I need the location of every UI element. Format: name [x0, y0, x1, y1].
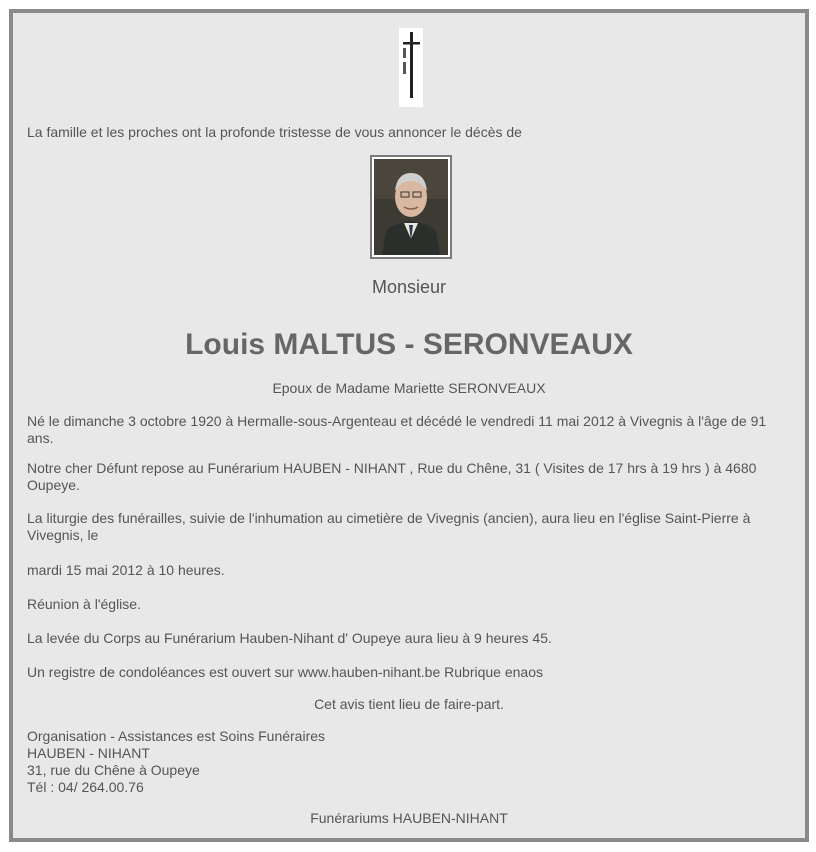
meeting-text: Réunion à l'église. [27, 596, 141, 612]
organisation-name: HAUBEN - NIHANT [27, 745, 150, 761]
organisation-phone: Tél : 04/ 264.00.76 [27, 779, 144, 795]
organisation-address: 31, rue du Chêne à Oupeye [27, 762, 200, 778]
deceased-name: Louis MALTUS - SERONVEAUX [185, 328, 633, 361]
birth-death-text: Né le dimanche 3 octobre 1920 à Hermalle-sous-Argenteau et décédé le vendredi 11 mai 2012 à Vivegnis à l'âge de 91 ans. [27, 413, 767, 446]
intro-text: La famille et les proches ont la profonde tristesse de vous annoncer le décès de [27, 124, 522, 140]
obituary-card [9, 9, 809, 842]
rest-text: Notre cher Défunt repose au Funérarium HAUBEN - NIHANT , Rue du Chêne, 31 ( Visites de 17 hrs à 19 hrs ) à 4680 Oupeye. [27, 460, 757, 493]
organisation-line: Organisation - Assistances est Soins Funéraires [27, 728, 326, 744]
liturgy-text: La liturgie des funérailles, suivie de l'inhumation au cimetière de Vivegnis (ancien), aura lieu en l'église Saint-Pierre à Vivegnis, le [27, 510, 751, 543]
levee-text: La levée du Corps au Funérarium Hauben-Nihant d' Oupeye aura lieu à 9 heures 45. [27, 630, 552, 646]
footer-text: Funérariums HAUBEN-NIHANT [310, 810, 508, 826]
date-text: mardi 15 mai 2012 à 10 heures. [27, 562, 225, 578]
honorific: Monsieur [371, 277, 447, 297]
organisation-block [27, 728, 787, 796]
notice-text: Cet avis tient lieu de faire-part. [314, 696, 504, 712]
portrait-photo [370, 155, 452, 259]
spouse-text: Epoux de Madame Mariette SERONVEAUX [272, 380, 546, 396]
cross-icon [399, 28, 423, 107]
registry-text: Un registre de condoléances est ouvert sur www.hauben-nihant.be Rubrique enaos [27, 664, 543, 680]
